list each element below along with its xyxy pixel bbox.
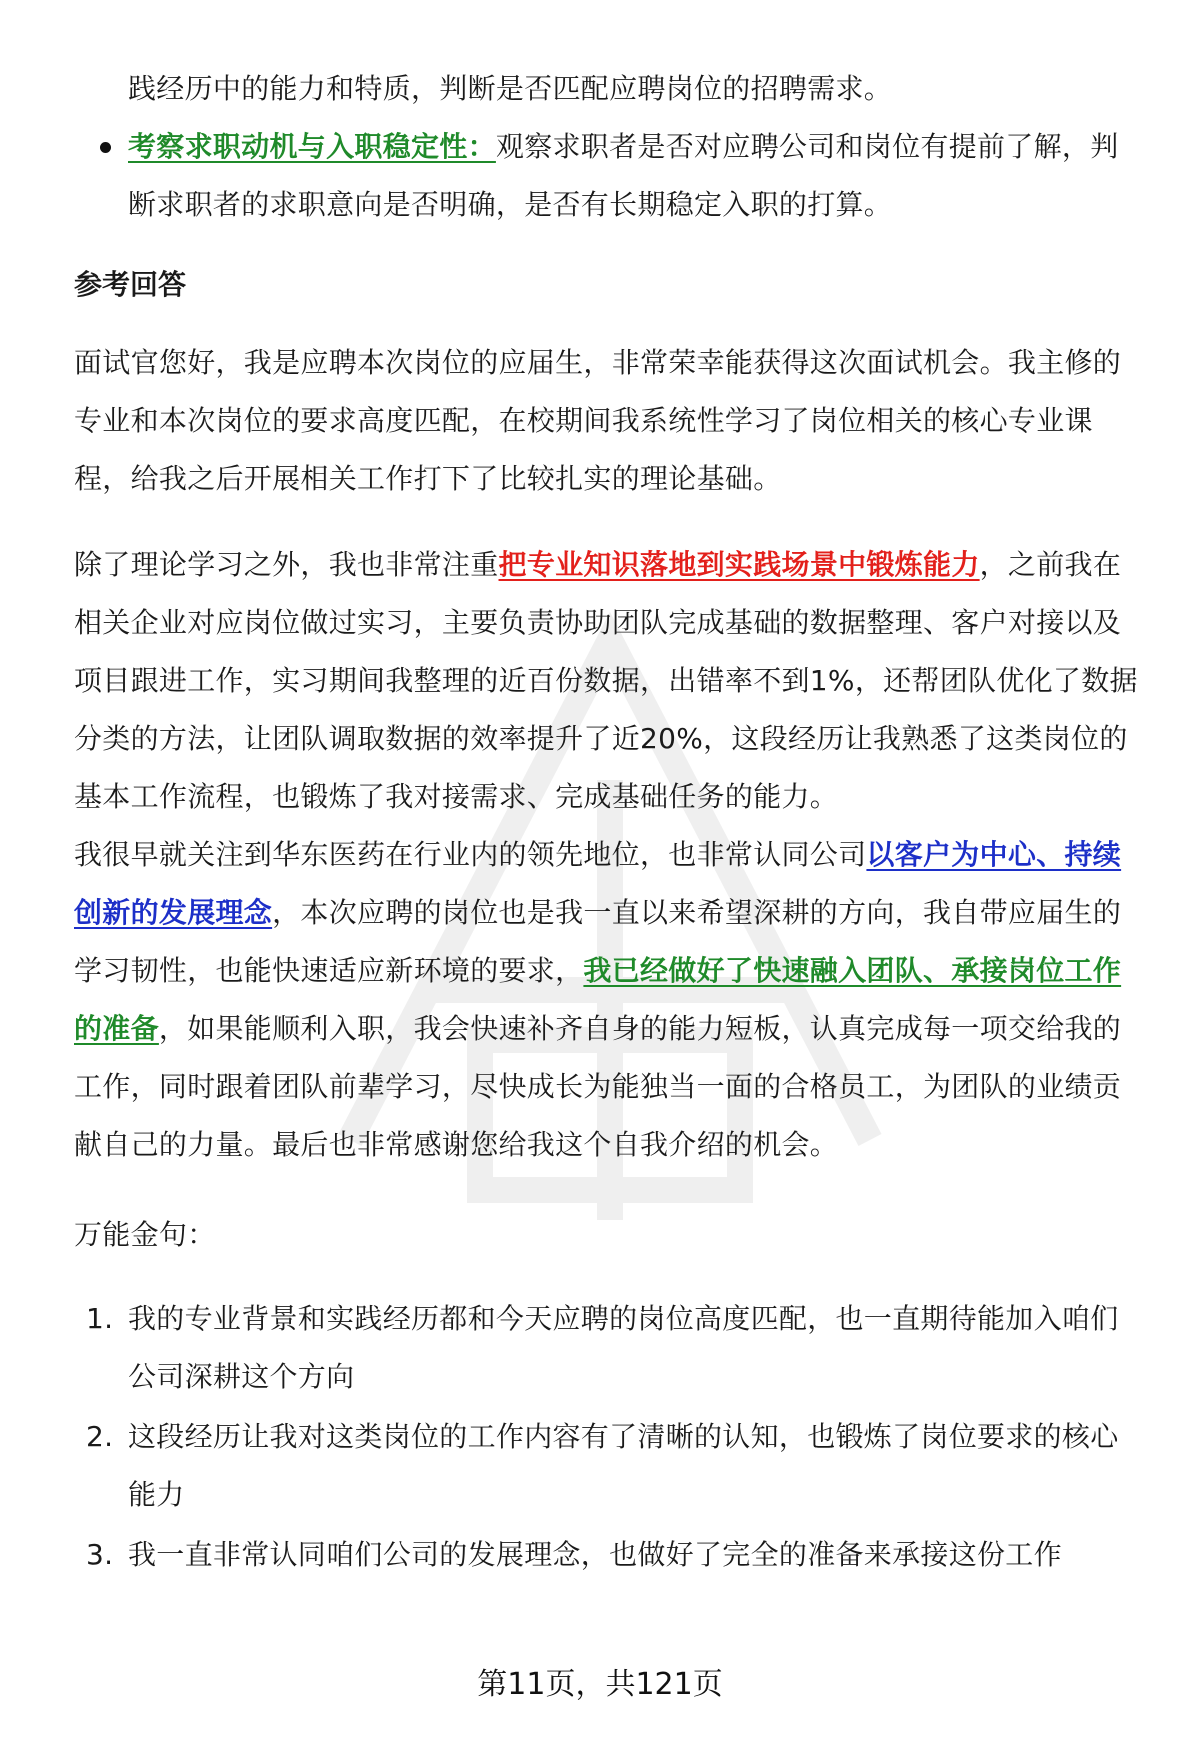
golden-item-number: 1. xyxy=(86,1302,114,1335)
para3-text-2: ，本次应聘的岗位也是我一直以来希望深耕的方向，我自带应届生的学习韧性，也能快速适应新环境的要求， xyxy=(74,896,1122,987)
golden-item-3 xyxy=(74,1526,1146,1584)
para3-highlight-blue: 以客户为中心、持续创新的发展理念 xyxy=(74,838,1122,929)
bullet-label: 考察求职动机与入职稳定性： xyxy=(128,130,496,163)
para2-text-before: 除了理论学习之外，我也非常注重 xyxy=(74,548,499,581)
golden-item-1 xyxy=(74,1290,1146,1406)
para2-text-after: ，之前我在相关企业对应岗位做过实习，主要负责协助团队完成基础的数据整理、客户对接以及项目跟进工作，实习期间我整理的近百份数据，出错率不到1%，还帮团队优化了数据分类的方法，让团队调取数据的效率提升了近20%，这段经历让我熟悉了这类岗位的基本工作流程，也锻炼了我对接需求、完成基础任务的能力。 xyxy=(74,548,1138,813)
para3-text-1: 我很早就关注到华东医药在行业内的领先地位，也非常认同公司 xyxy=(74,838,867,871)
golden-item-2 xyxy=(74,1408,1146,1524)
para3-highlight-green: 我已经做好了快速融入团队、承接岗位工作的准备 xyxy=(74,954,1122,1045)
golden-item-text: 我一直非常认同咱们公司的发展理念，也做好了完全的准备来承接这份工作 xyxy=(128,1538,1062,1571)
bullet-text: 观察求职者是否对应聘公司和岗位有提前了解，判断求职者的求职意向是否明确，是否有长期稳定入职的打算。 xyxy=(128,130,1119,221)
answer-paragraph-1: 面试官您好，我是应聘本次岗位的应届生，非常荣幸能获得这次面试机会。我主修的专业和本次岗位的要求高度匹配，在校期间我系统性学习了岗位相关的核心专业课程，给我之后开展相关工作打下了比较扎实的理论基础。 xyxy=(74,346,1122,495)
document-page xyxy=(74,60,1146,1586)
golden-sentences-title: 万能金句： xyxy=(74,1218,216,1251)
page-footer: 第11页，共121页 xyxy=(477,1667,723,1702)
para3-text-3: ，如果能顺利入职，我会快速补齐自身的能力短板，认真完成每一项交给我的工作，同时跟着团队前辈学习，尽快成长为能独当一面的合格员工，为团队的业绩贡献自己的力量。最后也非常感谢您给我这个自我介绍的机会。 xyxy=(74,1012,1122,1161)
golden-item-text: 这段经历让我对这类岗位的工作内容有了清晰的认知，也锻炼了岗位要求的核心能力 xyxy=(128,1420,1119,1511)
intro-continuation: 践经历中的能力和特质，判断是否匹配应聘岗位的招聘需求。 xyxy=(128,72,893,105)
reference-heading: 参考回答 xyxy=(74,268,187,301)
para2-highlight: 把专业知识落地到实践场景中锻炼能力 xyxy=(498,548,980,581)
golden-item-number: 3. xyxy=(86,1538,114,1571)
bullet-dot-icon xyxy=(100,142,111,153)
golden-item-text: 我的专业背景和实践经历都和今天应聘的岗位高度匹配，也一直期待能加入咱们公司深耕这个方向 xyxy=(128,1302,1119,1393)
answer-paragraph-2 xyxy=(74,536,1146,826)
golden-item-number: 2. xyxy=(86,1420,114,1453)
bullet-item-motivation xyxy=(74,118,1146,234)
answer-paragraph-3 xyxy=(74,826,1146,1174)
